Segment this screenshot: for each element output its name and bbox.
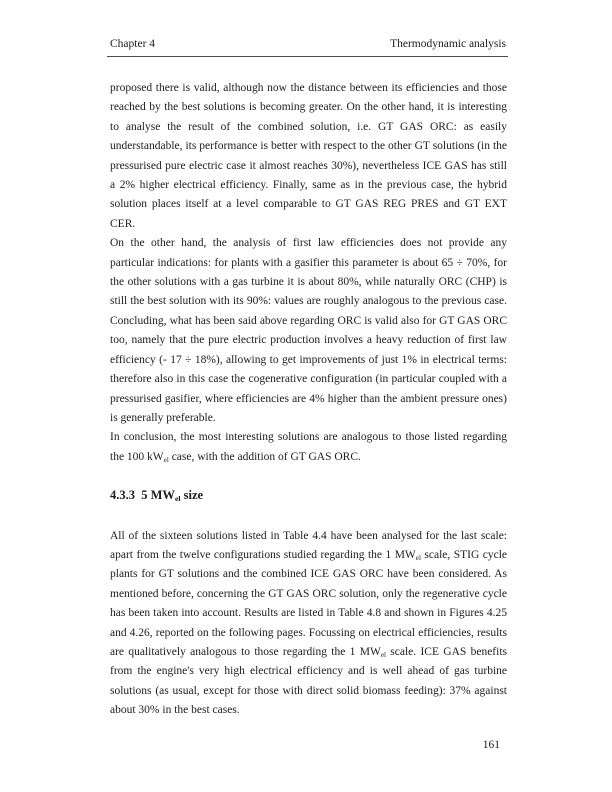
- paragraph: All of the sixteen solutions listed in Table 4.4 have been analysed for the last scale: apart from the twelve configurations studied regarding the 1 $MW_{el}$ scale, STIG cycle plants for GT solutions and the combined ICE GAS ORC have been considered. As mentioned before, concerning the GT GAS ORC solution, only the regenerative cycle has been taken into account. Results are listed in Table 4.8 and shown in Figures 4.25 and 4.26, reported on the following pages. Focussing on electrical efficiencies, results are qualitatively analogous to those regarding the 1 $MW_{el}$ scale. ICE GAS benefits from the engine's very high electrical efficiency and is well ahead of gas turbine solutions (as usual, except for those with direct solid biomass feeding): 37% against about 30% in the best cases.: [110, 529, 508, 717]
- section-heading: 4.3.3 5 $MW_{el}$ size: [110, 488, 204, 504]
- page-number: 161: [482, 739, 500, 751]
- page-header: [110, 37, 506, 51]
- paragraph: In conclusion, the most interesting solutions are analogous to those listed regarding the 100 $kW_{el}$ case, with the addition of GT GAS ORC.: [110, 431, 507, 464]
- header-section-title: Thermodynamic analysis: [390, 38, 506, 50]
- header-chapter-label: Chapter 4: [110, 38, 156, 50]
- paragraph-continued: proposed there is valid, although now the distance between its efficiencies and those reached by the best solutions is becoming greater. On the other hand, it is interesting to analyse the result of the combined solution, i.e. GT GAS ORC: as easily understandable, its performance is better with respect to the other GT solutions (in the pressurised pure electric case it almost reaches 30%), nevertheless ICE GAS has still a 2% higher electrical efficiency. Finally, same as in the previous case, the hybrid solution places itself at a level comparable to GT GAS REG PRES and GT EXT CER.: [110, 82, 507, 230]
- header-rule: [107, 56, 508, 57]
- page-body: [110, 79, 507, 721]
- page-footer: [110, 738, 500, 752]
- paragraph: On the other hand, the analysis of first law efficiencies does not provide any particular indications: for plants with a gasifier this parameter is about 65 ÷ 70%, for the other solutions with a gas turbine it is about 80%, while naturally ORC (CHP) is still the best solution with its 90%: values are roughly analogous to the previous case. Concluding, what has been said above regarding ORC is valid also for GT GAS ORC too, namely that the pure electric production involves a heavy reduction of first law efficiency (- 17 ÷ 18%), allowing to get improvements of just 1% in electrical terms: therefore also in this case the cogenerative configuration (in particular coupled with a pressurised gasifier, where efficiencies are 4% higher than the ambient pressure ones) is generally preferable.: [110, 237, 507, 424]
